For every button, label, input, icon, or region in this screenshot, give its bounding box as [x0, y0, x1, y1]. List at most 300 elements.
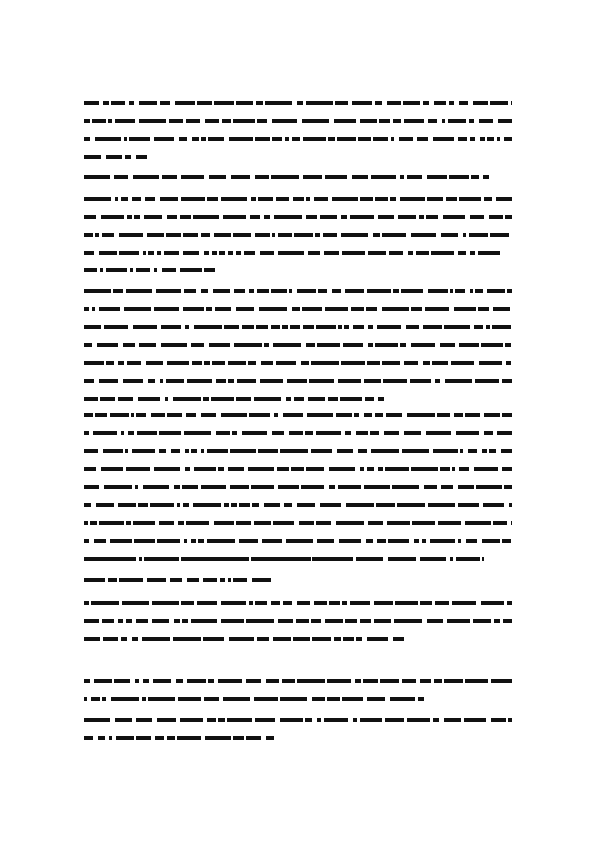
word-glyph	[106, 557, 134, 561]
word-glyph	[183, 503, 189, 507]
word-glyph	[317, 539, 334, 543]
word-glyph	[307, 413, 333, 417]
word-glyph	[341, 361, 365, 365]
word-glyph	[407, 718, 430, 722]
word-glyph	[434, 679, 442, 683]
word-glyph	[103, 101, 109, 105]
word-glyph	[422, 539, 426, 543]
word-glyph	[230, 449, 256, 453]
word-glyph	[207, 197, 218, 201]
word-glyph	[342, 697, 363, 701]
word-glyph	[404, 431, 421, 435]
word-glyph	[358, 449, 367, 453]
word-glyph	[342, 251, 365, 255]
word-glyph	[266, 679, 279, 683]
word-glyph	[265, 101, 292, 105]
word-glyph	[234, 557, 249, 561]
word-glyph	[113, 289, 123, 293]
word-glyph	[191, 539, 196, 543]
word-glyph	[228, 361, 246, 365]
word-glyph	[274, 215, 302, 219]
word-glyph	[338, 485, 361, 489]
word-glyph	[502, 413, 512, 417]
word-glyph	[479, 119, 493, 123]
word-glyph	[114, 175, 128, 179]
word-glyph	[174, 619, 180, 623]
word-glyph	[257, 119, 267, 123]
word-glyph	[142, 637, 170, 641]
word-glyph	[353, 325, 364, 329]
word-glyph	[221, 601, 246, 605]
word-glyph	[276, 361, 296, 365]
word-glyph	[306, 101, 333, 105]
word-glyph	[129, 137, 150, 141]
word-glyph	[475, 289, 483, 293]
word-glyph	[379, 119, 390, 123]
word-glyph	[145, 197, 155, 201]
word-glyph	[329, 485, 335, 489]
word-glyph	[470, 137, 475, 141]
word-glyph	[290, 325, 300, 329]
word-glyph	[336, 413, 352, 417]
word-glyph	[121, 197, 128, 201]
word-glyph	[249, 601, 253, 605]
word-glyph	[278, 251, 304, 255]
word-glyph	[124, 137, 127, 141]
word-glyph	[303, 325, 314, 329]
paragraph	[84, 268, 512, 286]
word-glyph	[367, 697, 385, 701]
word-glyph	[255, 175, 269, 179]
word-glyph	[407, 175, 422, 179]
word-glyph	[301, 485, 324, 489]
word-glyph	[181, 557, 184, 561]
word-glyph	[341, 233, 368, 237]
word-glyph	[206, 307, 212, 311]
word-glyph	[492, 325, 511, 329]
word-glyph	[84, 155, 101, 159]
word-glyph	[171, 449, 180, 453]
word-glyph	[311, 619, 321, 623]
word-glyph	[229, 137, 253, 141]
word-glyph	[328, 137, 335, 141]
word-glyph	[130, 268, 133, 272]
word-glyph	[325, 307, 348, 311]
word-glyph	[201, 233, 210, 237]
word-glyph	[121, 431, 124, 435]
word-glyph	[380, 679, 399, 683]
word-glyph	[181, 197, 205, 201]
word-glyph	[334, 119, 356, 123]
word-glyph	[161, 343, 187, 347]
word-glyph	[444, 325, 470, 329]
word-glyph	[303, 175, 322, 179]
word-glyph	[132, 637, 138, 641]
word-glyph	[445, 379, 472, 383]
word-glyph	[386, 413, 402, 417]
word-glyph	[173, 397, 201, 401]
word-glyph	[287, 379, 307, 383]
word-glyph	[480, 137, 485, 141]
word-glyph	[401, 289, 423, 293]
word-glyph	[355, 679, 361, 683]
word-glyph	[329, 467, 355, 471]
word-glyph	[465, 521, 491, 525]
word-glyph	[419, 215, 424, 219]
word-glyph	[280, 697, 307, 701]
word-glyph	[135, 485, 138, 489]
word-glyph	[101, 467, 123, 471]
word-glyph	[427, 175, 447, 179]
word-glyph	[375, 413, 383, 417]
word-glyph	[407, 413, 435, 417]
word-glyph	[458, 137, 467, 141]
word-glyph	[84, 379, 94, 383]
text-line	[84, 679, 512, 683]
text-line	[84, 431, 512, 435]
word-glyph	[339, 539, 361, 543]
text-line	[84, 325, 512, 329]
word-glyph	[127, 361, 141, 365]
word-glyph	[454, 413, 463, 417]
word-glyph	[423, 361, 430, 365]
word-glyph	[183, 251, 199, 255]
word-glyph	[272, 137, 282, 141]
word-glyph	[490, 101, 508, 105]
word-glyph	[375, 197, 388, 201]
word-glyph	[420, 601, 432, 605]
word-glyph	[201, 137, 206, 141]
word-glyph	[286, 539, 313, 543]
word-glyph	[475, 379, 499, 383]
word-glyph	[497, 431, 512, 435]
word-glyph	[99, 251, 117, 255]
word-glyph	[373, 233, 380, 237]
word-glyph	[166, 233, 181, 237]
paragraph	[84, 175, 512, 193]
word-glyph	[250, 215, 260, 219]
word-glyph	[93, 431, 117, 435]
word-glyph	[132, 449, 155, 453]
word-glyph	[95, 137, 121, 141]
word-glyph	[352, 101, 372, 105]
word-glyph	[204, 251, 209, 255]
word-glyph	[139, 557, 142, 561]
word-glyph	[151, 413, 165, 417]
word-glyph	[110, 539, 132, 543]
word-glyph	[221, 197, 247, 201]
word-glyph	[96, 503, 114, 507]
word-glyph	[214, 101, 234, 105]
word-glyph	[157, 718, 176, 722]
word-glyph	[440, 467, 450, 471]
word-glyph	[181, 175, 204, 179]
word-glyph	[311, 449, 332, 453]
word-glyph	[115, 119, 135, 123]
word-glyph	[479, 361, 502, 365]
word-glyph	[92, 307, 95, 311]
word-glyph	[139, 119, 166, 123]
word-glyph	[84, 325, 101, 329]
word-glyph	[154, 137, 174, 141]
word-glyph	[183, 233, 198, 237]
word-glyph	[297, 601, 310, 605]
word-glyph	[184, 431, 211, 435]
word-glyph	[456, 431, 479, 435]
word-glyph	[382, 307, 409, 311]
word-glyph	[423, 101, 429, 105]
word-glyph	[237, 379, 256, 383]
word-glyph	[276, 197, 289, 201]
word-glyph	[100, 268, 103, 272]
word-glyph	[478, 307, 489, 311]
word-glyph	[470, 215, 484, 219]
word-glyph	[451, 361, 474, 365]
word-glyph	[132, 197, 141, 201]
word-glyph	[252, 503, 259, 507]
word-glyph	[306, 215, 317, 219]
word-glyph	[218, 718, 225, 722]
word-glyph	[198, 539, 204, 543]
word-glyph	[169, 119, 183, 123]
word-glyph	[435, 601, 449, 605]
word-glyph	[458, 539, 461, 543]
word-glyph	[84, 119, 90, 123]
word-glyph	[487, 289, 505, 293]
word-glyph	[209, 343, 230, 347]
word-glyph	[383, 379, 407, 383]
paragraph	[84, 197, 512, 269]
word-glyph	[444, 679, 463, 683]
word-glyph	[316, 325, 336, 329]
text-line	[84, 215, 512, 219]
word-glyph	[308, 397, 325, 401]
word-glyph	[242, 431, 267, 435]
word-glyph	[142, 697, 146, 701]
word-glyph	[222, 119, 231, 123]
text-line	[84, 119, 512, 123]
word-glyph	[126, 619, 132, 623]
word-glyph	[157, 539, 180, 543]
word-glyph	[125, 449, 128, 453]
word-glyph	[465, 679, 488, 683]
word-glyph	[229, 637, 254, 641]
word-glyph	[204, 697, 219, 701]
word-glyph	[324, 718, 348, 722]
word-glyph	[404, 361, 418, 365]
word-glyph	[323, 233, 337, 237]
word-glyph	[212, 361, 225, 365]
paragraph	[84, 679, 512, 715]
word-glyph	[511, 101, 512, 105]
word-glyph	[252, 557, 259, 561]
word-glyph	[244, 251, 255, 255]
word-glyph	[157, 251, 161, 255]
word-glyph	[91, 697, 100, 701]
word-glyph	[254, 397, 281, 401]
word-glyph	[84, 197, 111, 201]
word-glyph	[164, 251, 179, 255]
word-glyph	[180, 718, 203, 722]
word-glyph	[228, 578, 231, 582]
word-glyph	[505, 343, 511, 347]
word-glyph	[84, 307, 89, 311]
word-glyph	[278, 619, 293, 623]
word-glyph	[272, 233, 275, 237]
word-glyph	[345, 431, 351, 435]
word-glyph	[502, 467, 512, 471]
word-glyph	[173, 637, 201, 641]
word-glyph	[108, 578, 117, 582]
word-glyph	[150, 503, 174, 507]
word-glyph	[399, 137, 413, 141]
word-glyph	[122, 601, 149, 605]
word-glyph	[305, 431, 313, 435]
word-glyph	[273, 343, 301, 347]
word-glyph	[345, 619, 357, 623]
word-glyph	[84, 215, 96, 219]
word-glyph	[214, 521, 234, 525]
word-glyph	[103, 637, 118, 641]
word-glyph	[106, 155, 122, 159]
word-glyph	[352, 175, 368, 179]
word-glyph	[354, 413, 359, 417]
word-glyph	[353, 718, 357, 722]
word-glyph	[382, 361, 400, 365]
word-glyph	[254, 697, 278, 701]
word-glyph	[159, 431, 181, 435]
word-glyph	[366, 307, 377, 311]
word-glyph	[104, 485, 132, 489]
word-glyph	[509, 503, 512, 507]
word-glyph	[494, 619, 500, 623]
word-glyph	[262, 539, 282, 543]
word-glyph	[469, 119, 474, 123]
word-glyph	[478, 251, 500, 255]
word-glyph	[274, 413, 278, 417]
word-glyph	[449, 101, 454, 105]
word-glyph	[412, 521, 435, 525]
word-glyph	[426, 215, 438, 219]
word-glyph	[167, 361, 189, 365]
word-glyph	[264, 343, 269, 347]
word-glyph	[344, 325, 349, 329]
word-glyph	[236, 101, 253, 105]
word-glyph	[360, 119, 377, 123]
word-glyph	[366, 539, 373, 543]
word-glyph	[167, 736, 175, 740]
word-glyph	[444, 718, 461, 722]
word-glyph	[351, 307, 364, 311]
word-glyph	[345, 289, 364, 293]
text-line	[84, 697, 424, 701]
word-glyph	[360, 197, 373, 201]
text-line	[84, 343, 512, 347]
word-glyph	[100, 397, 115, 401]
word-glyph	[360, 467, 364, 471]
word-glyph	[203, 578, 217, 582]
word-glyph	[186, 557, 212, 561]
word-glyph	[391, 137, 394, 141]
word-glyph	[443, 215, 465, 219]
text-line	[84, 379, 512, 383]
word-glyph	[306, 197, 310, 201]
word-glyph	[271, 601, 280, 605]
word-glyph	[131, 413, 134, 417]
word-glyph	[508, 718, 512, 722]
word-glyph	[350, 601, 370, 605]
text-line	[84, 101, 512, 105]
word-glyph	[273, 637, 291, 641]
word-glyph	[136, 718, 152, 722]
word-glyph	[165, 397, 168, 401]
word-glyph	[377, 325, 401, 329]
word-glyph	[297, 289, 316, 293]
word-glyph	[364, 379, 381, 383]
word-glyph	[476, 485, 502, 489]
word-glyph	[201, 485, 226, 489]
word-glyph	[306, 343, 315, 347]
word-glyph	[363, 679, 378, 683]
word-glyph	[470, 251, 475, 255]
word-glyph	[209, 175, 226, 179]
word-glyph	[84, 268, 97, 272]
word-glyph	[502, 539, 511, 543]
word-glyph	[341, 215, 347, 219]
word-glyph	[257, 289, 269, 293]
word-glyph	[207, 449, 228, 453]
word-glyph	[368, 251, 386, 255]
word-glyph	[118, 503, 136, 507]
word-glyph	[294, 233, 313, 237]
word-glyph	[201, 289, 208, 293]
word-glyph	[177, 503, 180, 507]
word-glyph	[213, 289, 230, 293]
word-glyph	[84, 601, 89, 605]
word-glyph	[194, 325, 222, 329]
word-glyph	[414, 539, 419, 543]
word-glyph	[125, 155, 131, 159]
word-glyph	[246, 619, 274, 623]
word-glyph	[428, 503, 455, 507]
word-glyph	[365, 397, 374, 401]
word-glyph	[288, 557, 309, 561]
word-glyph	[433, 449, 458, 453]
word-glyph	[162, 268, 176, 272]
word-glyph	[127, 215, 132, 219]
word-glyph	[398, 215, 416, 219]
word-glyph	[311, 361, 339, 365]
word-glyph	[154, 467, 180, 471]
word-glyph	[251, 485, 274, 489]
word-glyph	[447, 619, 470, 623]
word-glyph	[102, 619, 114, 623]
word-glyph	[187, 578, 199, 582]
word-glyph	[393, 119, 401, 123]
word-glyph	[153, 679, 171, 683]
word-glyph	[203, 397, 209, 401]
word-glyph	[246, 679, 261, 683]
word-glyph	[182, 619, 188, 623]
word-glyph	[400, 175, 404, 179]
word-glyph	[367, 361, 380, 365]
word-glyph	[318, 289, 327, 293]
word-glyph	[303, 137, 326, 141]
word-glyph	[460, 449, 463, 453]
word-glyph	[387, 101, 401, 105]
word-glyph	[187, 379, 212, 383]
word-glyph	[320, 215, 337, 219]
